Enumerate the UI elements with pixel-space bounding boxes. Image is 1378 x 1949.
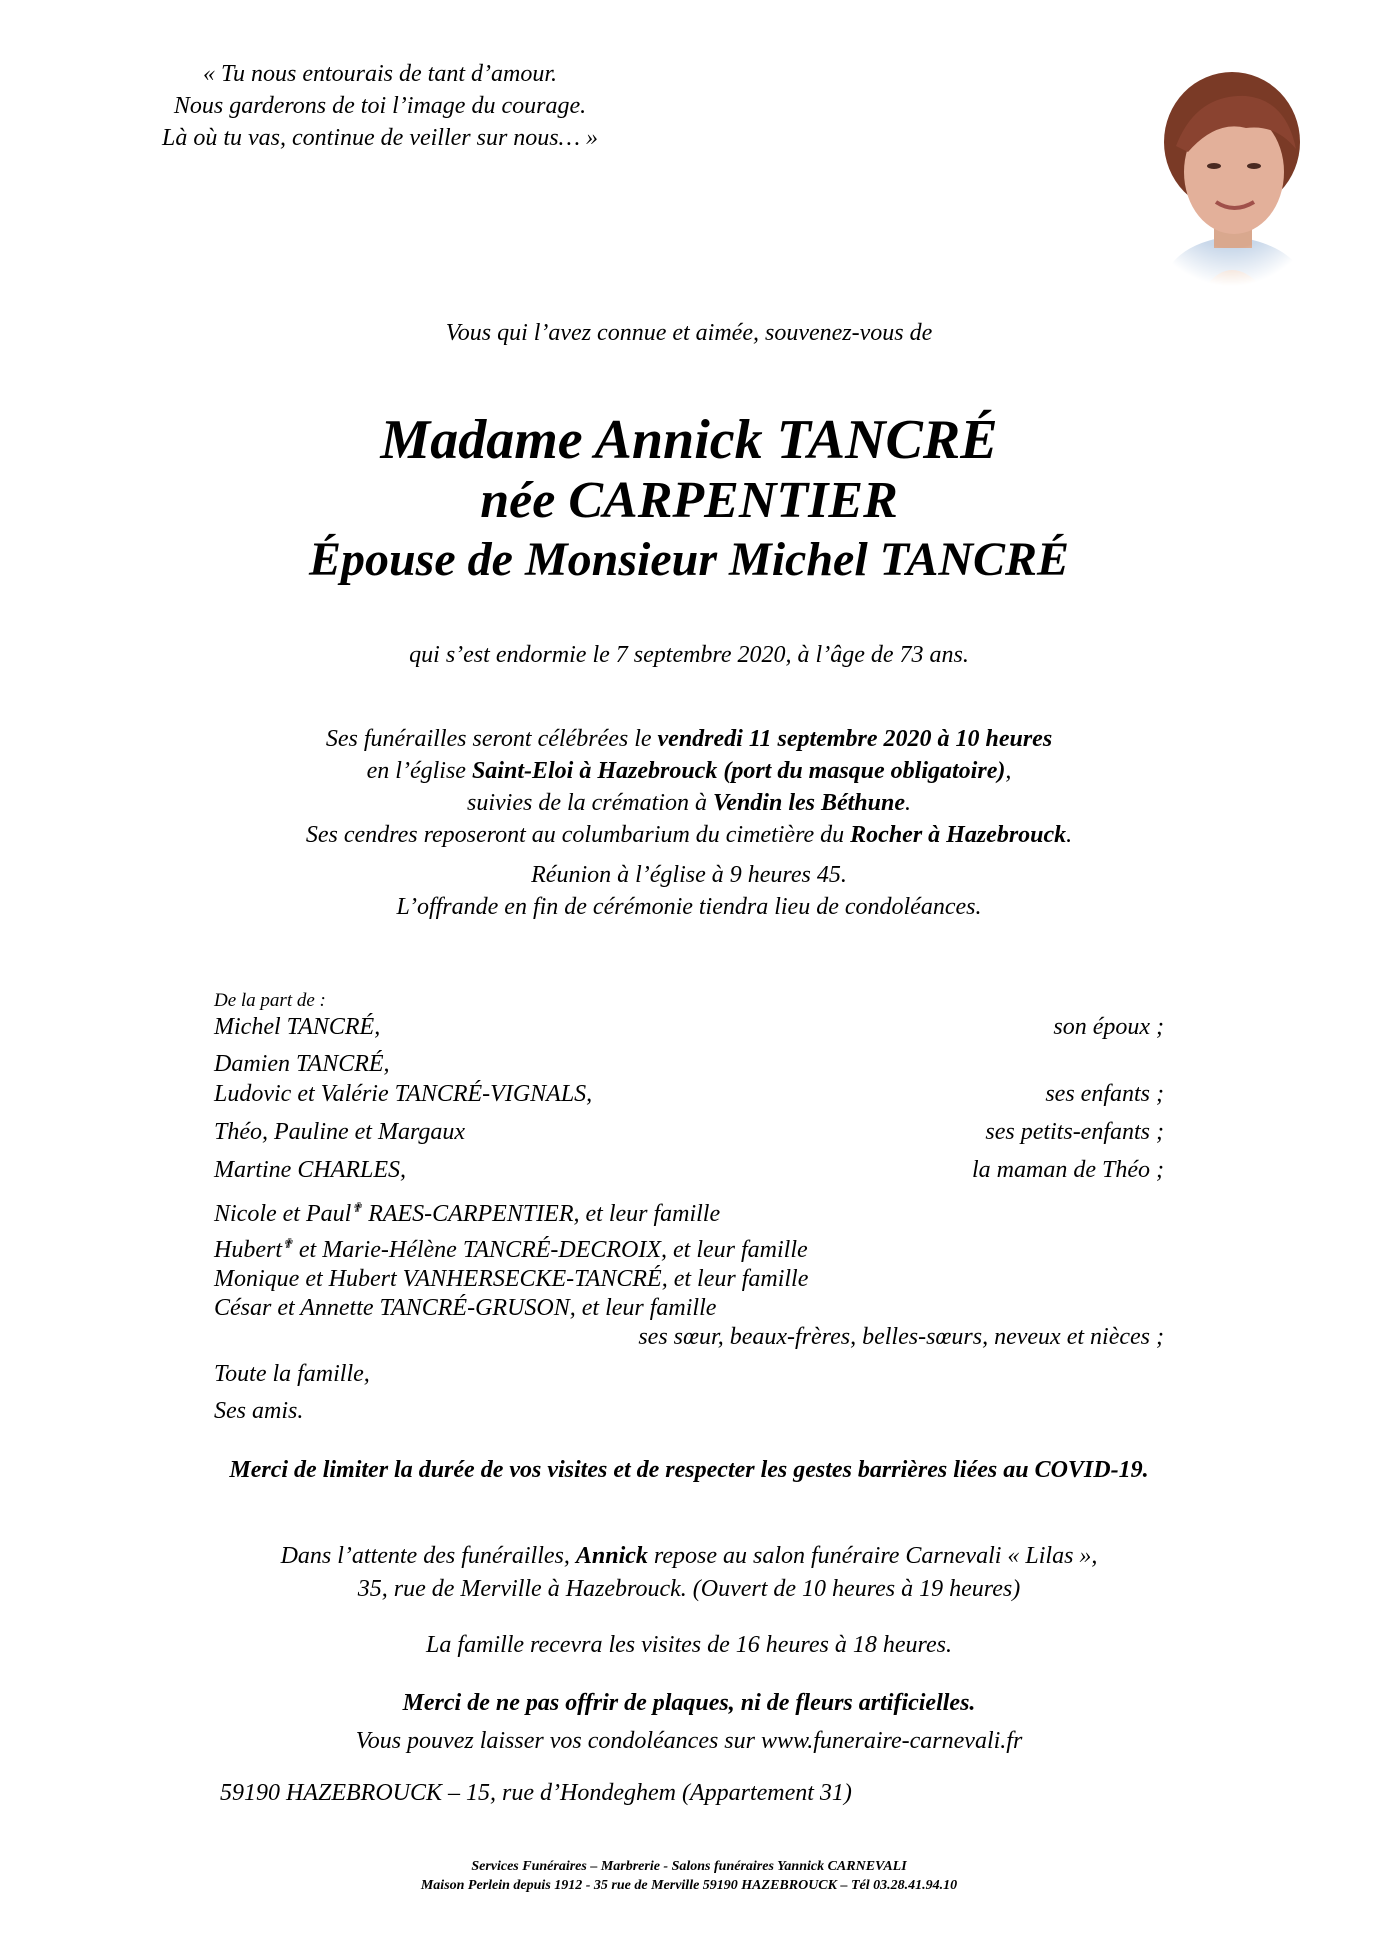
family-relation: ses petits-enfants ; [985, 1119, 1164, 1145]
family-address: 59190 HAZEBROUCK – 15, rue d’Hondeghem (Appartement 31) [220, 1780, 852, 1806]
family-member: Monique et Hubert VANHERSECKE-TANCRÉ, et leur famille [214, 1266, 809, 1292]
visits-line: La famille recevra les visites de 16 heures à 18 heures. [426, 1632, 952, 1658]
death-notice: qui s’est endormie le 7 septembre 2020, à l’âge de 73 ans. [409, 642, 969, 668]
funeral-line: Ses cendres reposeront au columbarium du cimetière du Rocher à Hazebrouck. [305, 822, 1073, 848]
family-member: Damien TANCRÉ, [214, 1051, 390, 1077]
wake-line: 35, rue de Merville à Hazebrouck. (Ouvert de 10 heures à 19 heures) [357, 1576, 1021, 1602]
deceased-name: Madame Annick TANCRÉ [380, 409, 998, 471]
family-relation: son époux ; [1053, 1014, 1164, 1040]
meeting-line: Réunion à l’église à 9 heures 45. [531, 862, 847, 888]
family-list [214, 990, 1164, 1426]
quote-line: Nous garderons de toi l’image du courage. [173, 93, 587, 119]
footer-line: Maison Perlein depuis 1912 - 35 rue de Merville 59190 HAZEBROUCK – Tél 03.28.41.94.10 [420, 1878, 958, 1893]
family-row [214, 1117, 1164, 1147]
family-member: Martine CHARLES, [214, 1157, 406, 1183]
cross-icon: ✟ [282, 1236, 293, 1251]
family-member: Ses amis. [214, 1398, 304, 1424]
from-label: De la part de : [214, 990, 326, 1011]
funeral-details [0, 723, 1378, 923]
family-relation: la maman de Théo ; [972, 1157, 1164, 1183]
family-relation: ses sœur, beaux-frères, belles-sœurs, neveux et nièces ; [638, 1324, 1164, 1350]
funeral-line: Ses funérailles seront célébrées le vendredi 11 septembre 2020 à 10 heures [325, 726, 1053, 752]
family-member: Hubert✟ et Marie-Hélène TANCRÉ-DECROIX, et leur famille [214, 1236, 808, 1263]
family-member: Ludovic et Valérie TANCRÉ-VIGNALS, [214, 1081, 593, 1107]
memorial-quote [140, 58, 620, 154]
family-row [214, 1079, 1164, 1109]
quote-line: « Tu nous entourais de tant d’amour. [202, 61, 558, 87]
covid-notice: Merci de limiter la durée de vos visites et de respecter les gestes barrières liées au COVID-19. [229, 1457, 1149, 1483]
flowers-notice: Merci de ne pas offrir de plaques, ni de fleurs artificielles. [402, 1690, 976, 1716]
portrait-photo [1136, 54, 1326, 286]
intro-line: Vous qui l’avez connue et aimée, souvenez-vous de [445, 320, 933, 346]
cross-icon: ✟ [351, 1200, 363, 1215]
wake-line: Dans l’attente des funérailles, Annick repose au salon funéraire Carnevali « Lilas », [280, 1543, 1098, 1569]
maiden-name: née CARPENTIER [480, 472, 898, 529]
offering-line: L’offrande en fin de cérémonie tiendra lieu de condoléances. [396, 894, 982, 920]
family-member: Michel TANCRÉ, [214, 1014, 381, 1040]
family-row [214, 1155, 1164, 1185]
footer-line: Services Funéraires – Marbrerie - Salons funéraires Yannick CARNEVALI [471, 1859, 907, 1874]
family-member: César et Annette TANCRÉ-GRUSON, et leur famille [214, 1295, 717, 1321]
deceased-names [0, 408, 1378, 590]
family-relation: ses enfants ; [1045, 1081, 1164, 1107]
family-member: Théo, Pauline et Margaux [214, 1119, 466, 1145]
family-row [214, 1012, 1164, 1042]
family-member: Nicole et Paul✟ RAES-CARPENTIER, et leur famille [214, 1200, 721, 1227]
condolences-line: Vous pouvez laisser vos condoléances sur www.funeraire-carnevali.fr [355, 1728, 1023, 1754]
wake-info [0, 1540, 1378, 1606]
spouse-line: Épouse de Monsieur Michel TANCRÉ [308, 533, 1070, 586]
funeral-line: en l’église Saint-Eloi à Hazebrouck (port du masque obligatoire), [366, 758, 1012, 784]
funeral-line: suivies de la crémation à Vendin les Béthune. [467, 790, 911, 816]
footer [0, 1857, 1378, 1895]
family-member: Toute la famille, [214, 1361, 370, 1387]
quote-line: Là où tu vas, continue de veiller sur nous… » [162, 125, 598, 151]
